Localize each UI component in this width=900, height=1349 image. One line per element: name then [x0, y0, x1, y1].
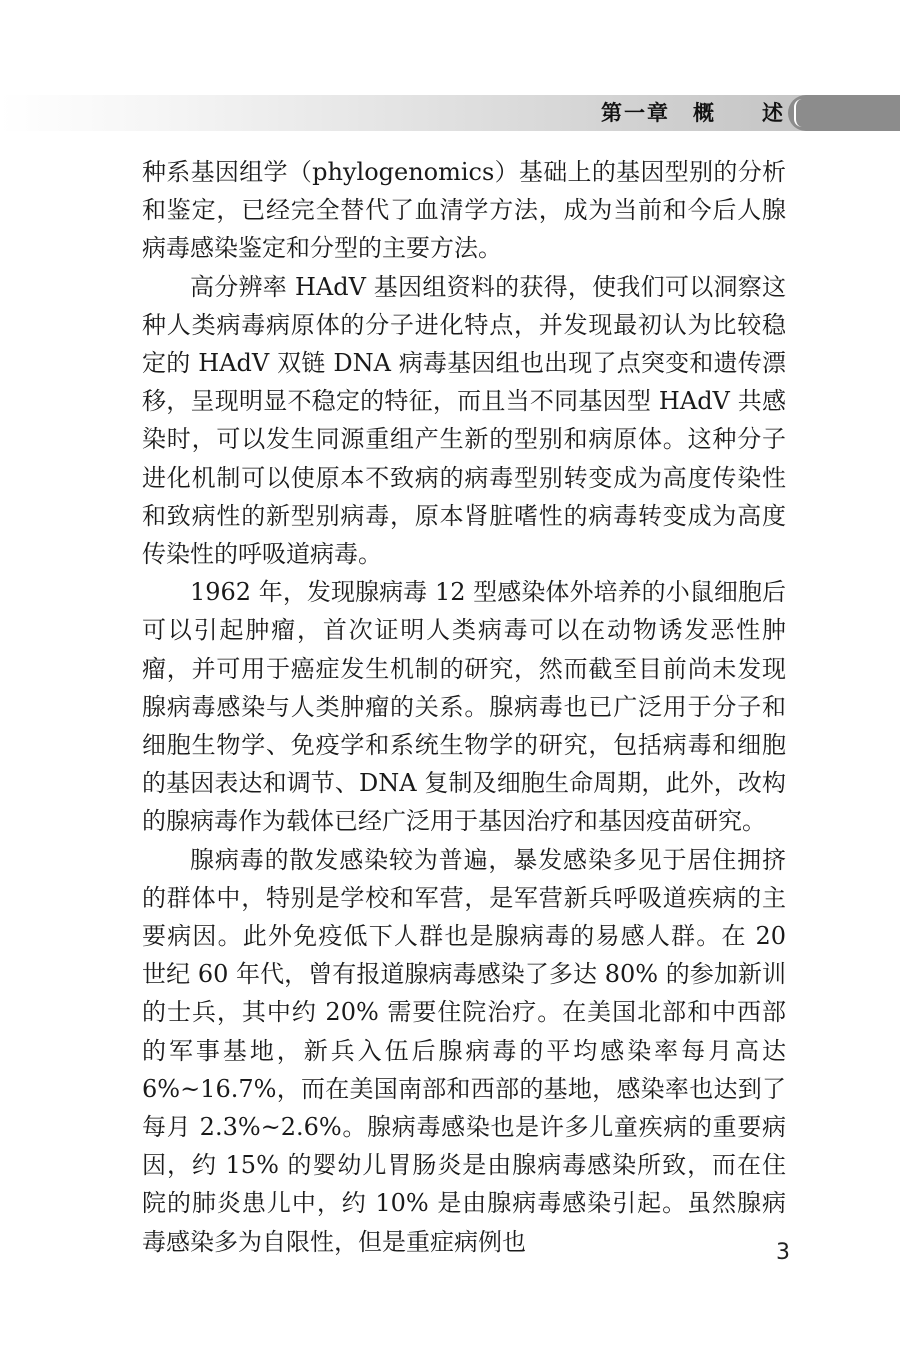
chapter-tab-decoration — [788, 95, 900, 131]
paragraph-genome-evolution: 高分辨率 HAdV 基因组资料的获得，使我们可以洞察这种人类病毒病原体的分子进化特点，并发现最初认为比较稳定的 HAdV 双链 DNA 病毒基因组也出现了点突变和遗传漂移，呈现明显不稳定的特征，而且当不同基因型 HAdV 共感染时，可以发生同源重组产生新的型别和病原体。这种分子进化机制可以使原本不致病的病毒型别转变成为高度传染性和致病性的新型别病毒，原本肾脏嗜性的病毒转变成为高度传染性的呼吸道病毒。 — [142, 272, 786, 569]
body-text — [142, 153, 786, 1261]
page-number: 3 — [776, 1240, 790, 1265]
running-header-chapter-title: 第一章 概 述 — [601, 101, 785, 125]
paragraph-tumor-research: 1962 年，发现腺病毒 12 型感染体外培养的小鼠细胞后可以引起肿瘤，首次证明人类病毒可以在动物诱发恶性肿瘤，并可用于癌症发生机制的研究，然而截至目前尚未发现腺病毒感染与人类肿瘤的关系。腺病毒也已广泛用于分子和细胞生物学、免疫学和系统生物学的研究，包括病毒和细胞的基因表达和调节、DNA 复制及细胞生命周期，此外，改构的腺病毒作为载体已经广泛用于基因治疗和基因疫苗研究。 — [142, 578, 786, 836]
paragraph-epidemiology: 腺病毒的散发感染较为普遍，暴发感染多见于居住拥挤的群体中，特别是学校和军营，是军营新兵呼吸道疾病的主要病因。此外免疫低下人群也是腺病毒的易感人群。在 20 世纪 60 年代，曾有报道腺病毒感染了多达 80% 的参加新训的士兵，其中约 20% 需要住院治疗。在美国北部和中西部的军事基地，新兵入伍后腺病毒的平均感染率每月高达 6%~16.7%，而在美国南部和西部的基地，感染率也达到了每月 2.3%~2.6%。腺病毒感染也是许多儿童疾病的重要病因，约 15% 的婴幼儿胃肠炎是由腺病毒感染所致，而在住院的肺炎患儿中，约 10% 是由腺病毒感染引起。虽然腺病毒感染多为自限性，但是重症病例也 — [142, 845, 786, 1256]
paragraph-continued: 种系基因组学（phylogenomics）基础上的基因型别的分析和鉴定，已经完全替代了血清学方法，成为当前和今后人腺病毒感染鉴定和分型的主要方法。 — [142, 158, 786, 263]
